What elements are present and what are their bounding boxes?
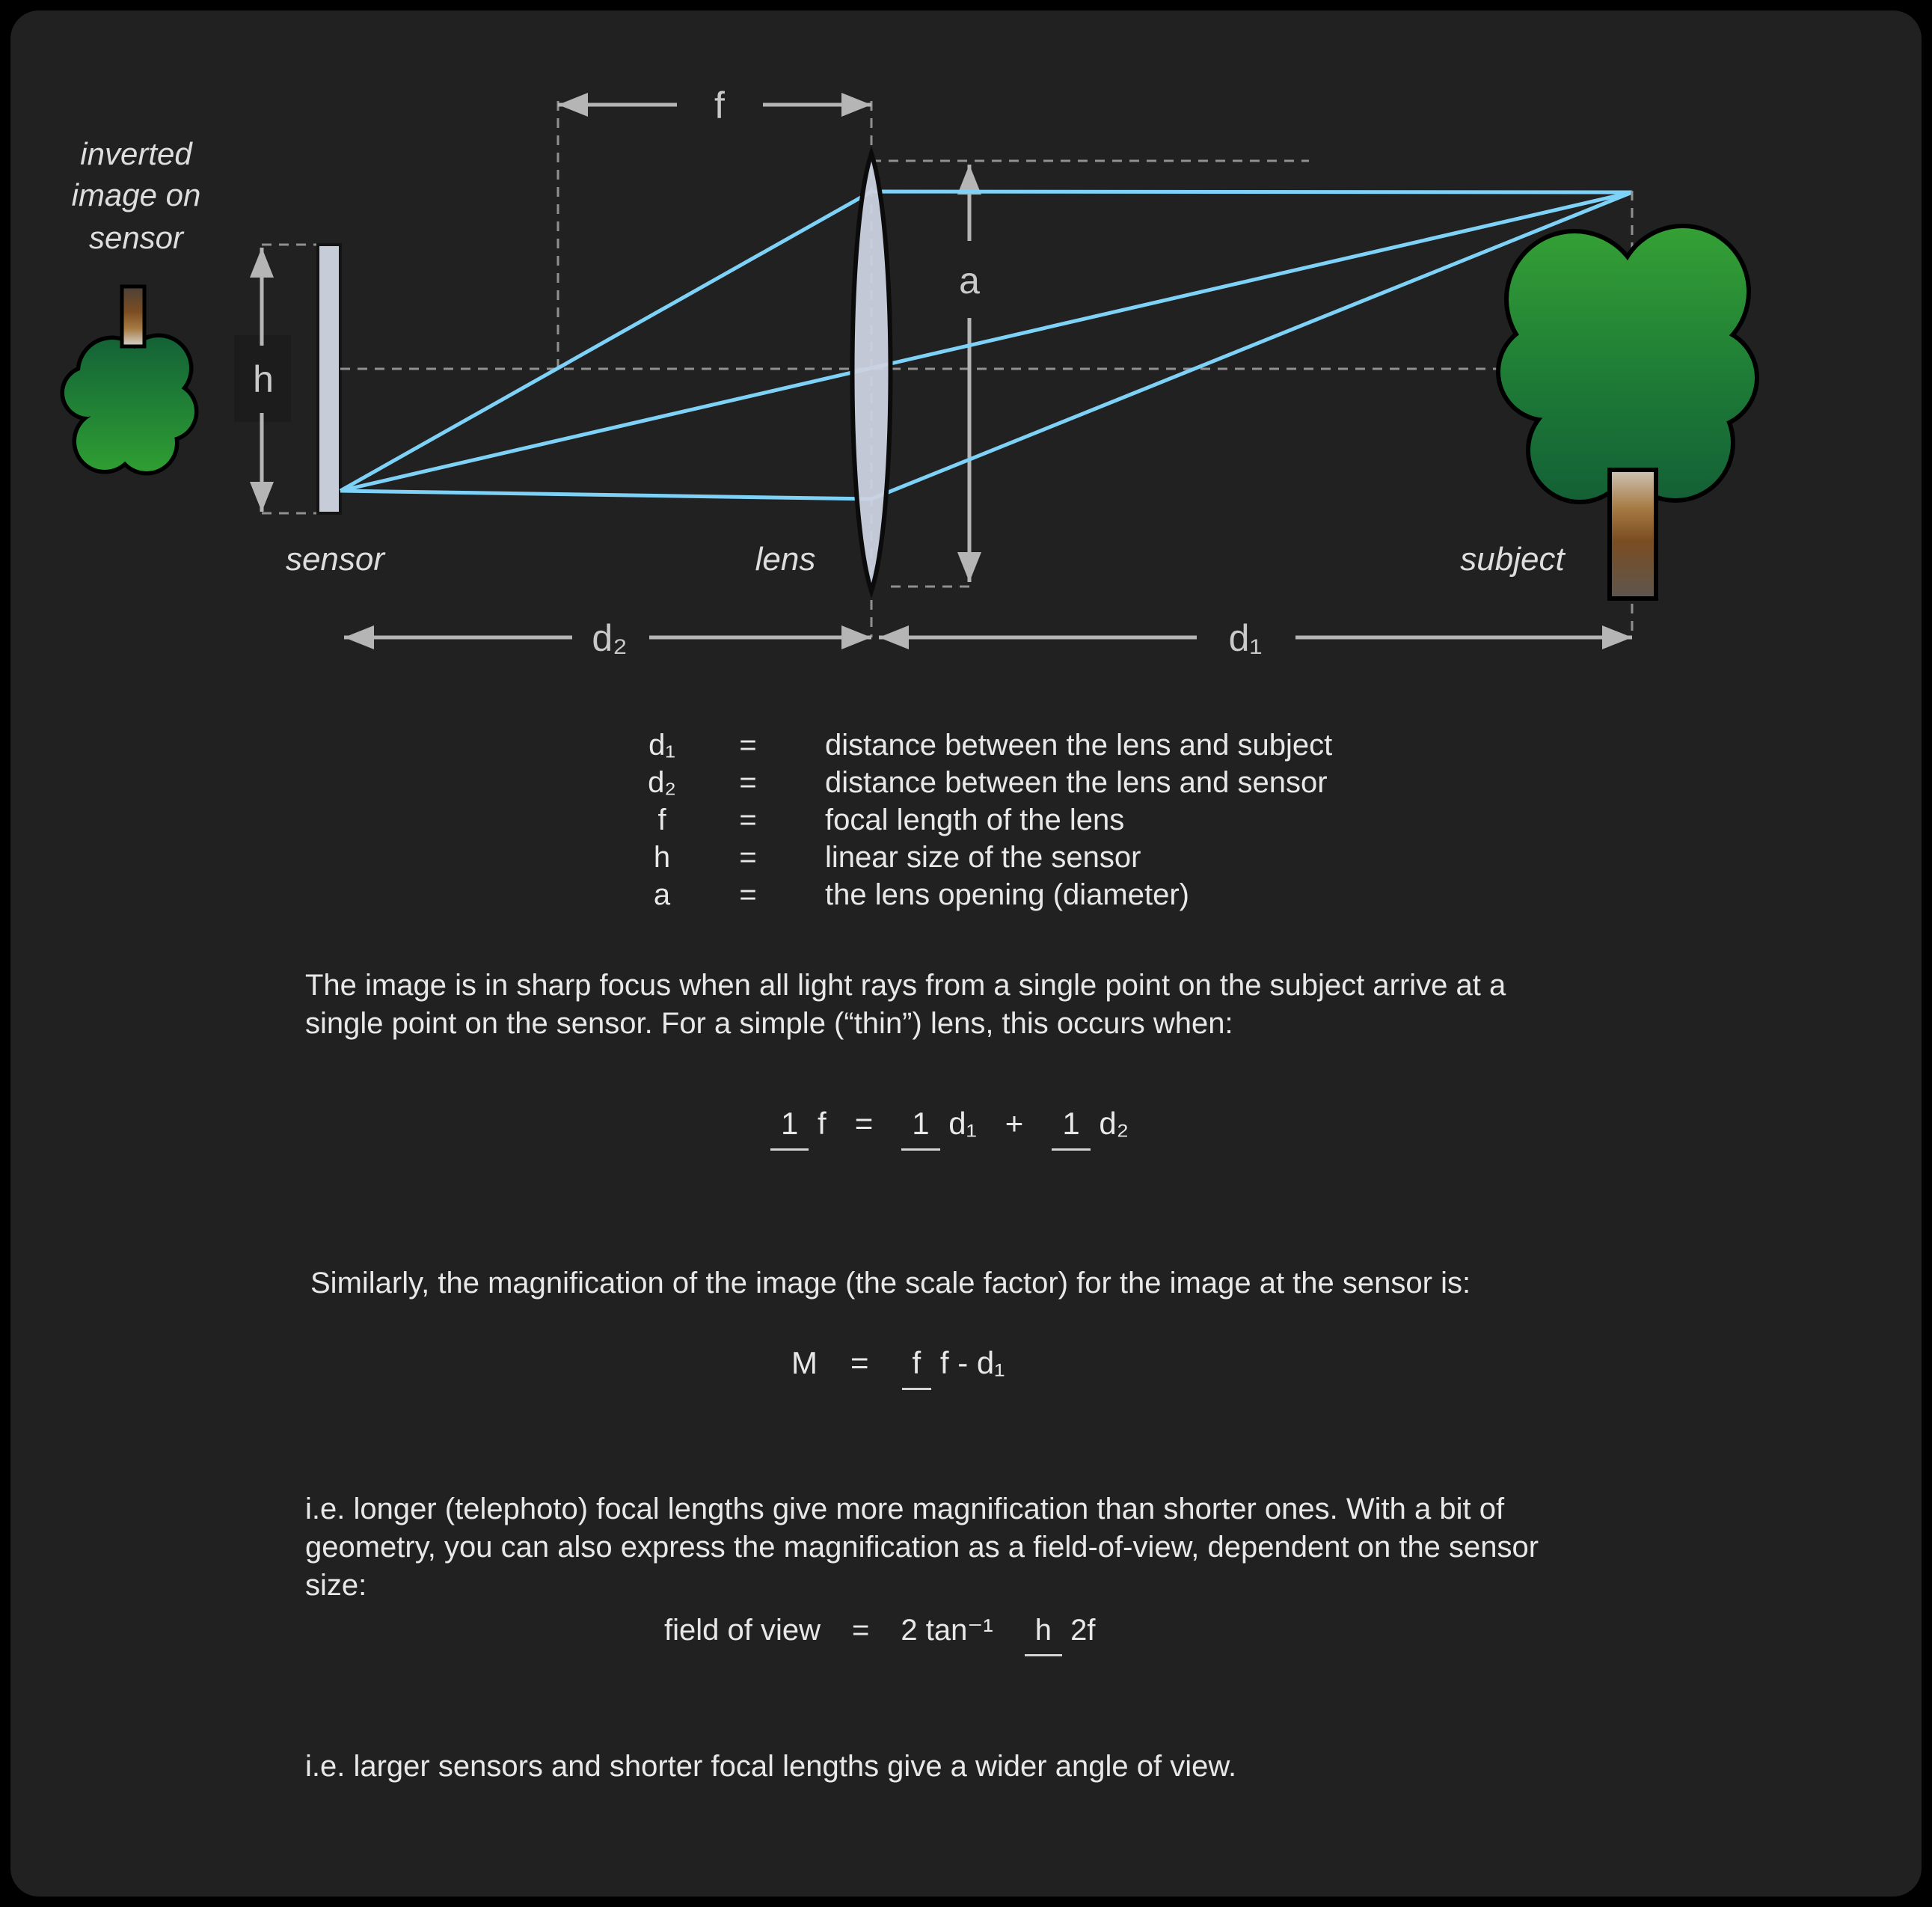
small-inverted-tree <box>64 287 194 471</box>
definition-description: focal length of the lens <box>825 803 1125 836</box>
lens-label: lens <box>755 541 816 578</box>
lens-shape <box>853 153 891 591</box>
field-of-view-formula <box>664 1613 1095 1647</box>
subject-label: subject <box>1460 541 1565 578</box>
numerator: f <box>902 1344 932 1390</box>
focus-paragraph-line2: single point on the sensor. For a simple (“thin”) lens, this occurs when: <box>305 1007 1233 1040</box>
definition-row <box>628 803 1332 841</box>
denominator: 2f <box>1070 1614 1096 1647</box>
d2-dim-label: d₂ <box>592 617 628 659</box>
equals-sign: = <box>739 729 757 762</box>
subject-tree-trunk <box>1610 470 1656 599</box>
definition-symbol: f <box>657 803 666 836</box>
fraction-h-over-2f <box>1025 1613 1096 1647</box>
focus-paragraph-line1: The image is in sharp focus when all light rays from a single point on the subject arrive at a <box>305 969 1506 1002</box>
sensor-label: sensor <box>285 541 385 578</box>
plus-sign: + <box>1005 1106 1024 1141</box>
numerator: 1 <box>901 1104 939 1151</box>
lens-diagram <box>0 0 1932 718</box>
magnification-paragraph: Similarly, the magnification of the image (the scale factor) for the image at the sensor is: <box>310 1267 1471 1300</box>
d1-dim-label: d₁ <box>1228 617 1263 659</box>
thin-lens-formula <box>770 1106 1129 1142</box>
fraction-one-over-d2 <box>1052 1106 1129 1142</box>
definition-symbol: d₂ <box>648 766 676 799</box>
definition-description: distance between the lens and subject <box>825 729 1333 762</box>
sensor-bar <box>318 245 340 513</box>
equals-sign: = <box>739 803 757 836</box>
denominator: d₂ <box>1099 1106 1129 1141</box>
definition-symbol: h <box>653 841 671 874</box>
equals-sign: = <box>739 766 757 799</box>
numerator: 1 <box>770 1104 809 1151</box>
light-ray-center <box>340 192 1632 491</box>
inverted-caption-line2: image on <box>71 177 201 212</box>
field-of-view-term: field of view <box>664 1614 821 1647</box>
definition-description: distance between the lens and sensor <box>825 766 1328 799</box>
definition-description: linear size of the sensor <box>825 841 1141 874</box>
equals-sign: = <box>854 1106 874 1141</box>
telephoto-paragraph <box>305 1490 1539 1605</box>
definitions-list <box>628 729 1332 916</box>
inverted-caption-line1: inverted <box>80 136 192 171</box>
denominator: f - d₁ <box>939 1345 1005 1380</box>
fraction-one-over-d1 <box>901 1106 977 1142</box>
equals-sign: = <box>851 1614 870 1647</box>
equals-sign: = <box>739 878 757 911</box>
h-dim-label: h <box>253 358 274 400</box>
inverted-caption-line3: sensor <box>88 220 184 255</box>
focus-paragraph <box>305 967 1506 1043</box>
a-dim-label: a <box>959 260 980 301</box>
denominator: d₁ <box>948 1106 977 1141</box>
definition-row <box>628 841 1332 878</box>
equals-sign: = <box>850 1345 869 1380</box>
definition-description: the lens opening (diameter) <box>825 878 1189 911</box>
f-dim-label: f <box>714 85 725 126</box>
numerator: h <box>1025 1612 1062 1656</box>
telephoto-paragraph-line1: i.e. longer (telephoto) focal lengths give more magnification than shorter ones. With a bit of <box>305 1493 1505 1525</box>
definition-symbol: d₁ <box>648 729 675 762</box>
fraction-f-over-f-minus-d1 <box>902 1345 1005 1381</box>
fraction-one-over-f <box>770 1106 827 1142</box>
definition-row <box>628 729 1332 766</box>
telephoto-paragraph-line2: geometry, you can also express the magnification as a field-of-view, dependent on the sensor <box>305 1531 1539 1564</box>
definition-row <box>628 766 1332 803</box>
equals-sign: = <box>739 841 757 874</box>
magnification-formula <box>791 1345 1005 1381</box>
definition-symbol: a <box>653 878 671 911</box>
denominator: f <box>818 1106 827 1141</box>
definition-row <box>628 878 1332 916</box>
numerator: 1 <box>1052 1104 1090 1151</box>
small-tree-trunk <box>122 287 144 346</box>
telephoto-paragraph-line3: size: <box>305 1569 367 1602</box>
wide-angle-paragraph: i.e. larger sensors and shorter focal lengths give a wider angle of view. <box>305 1750 1237 1783</box>
arctangent-coefficient: 2 tan⁻¹ <box>901 1614 993 1647</box>
magnification-symbol: M <box>791 1345 818 1380</box>
